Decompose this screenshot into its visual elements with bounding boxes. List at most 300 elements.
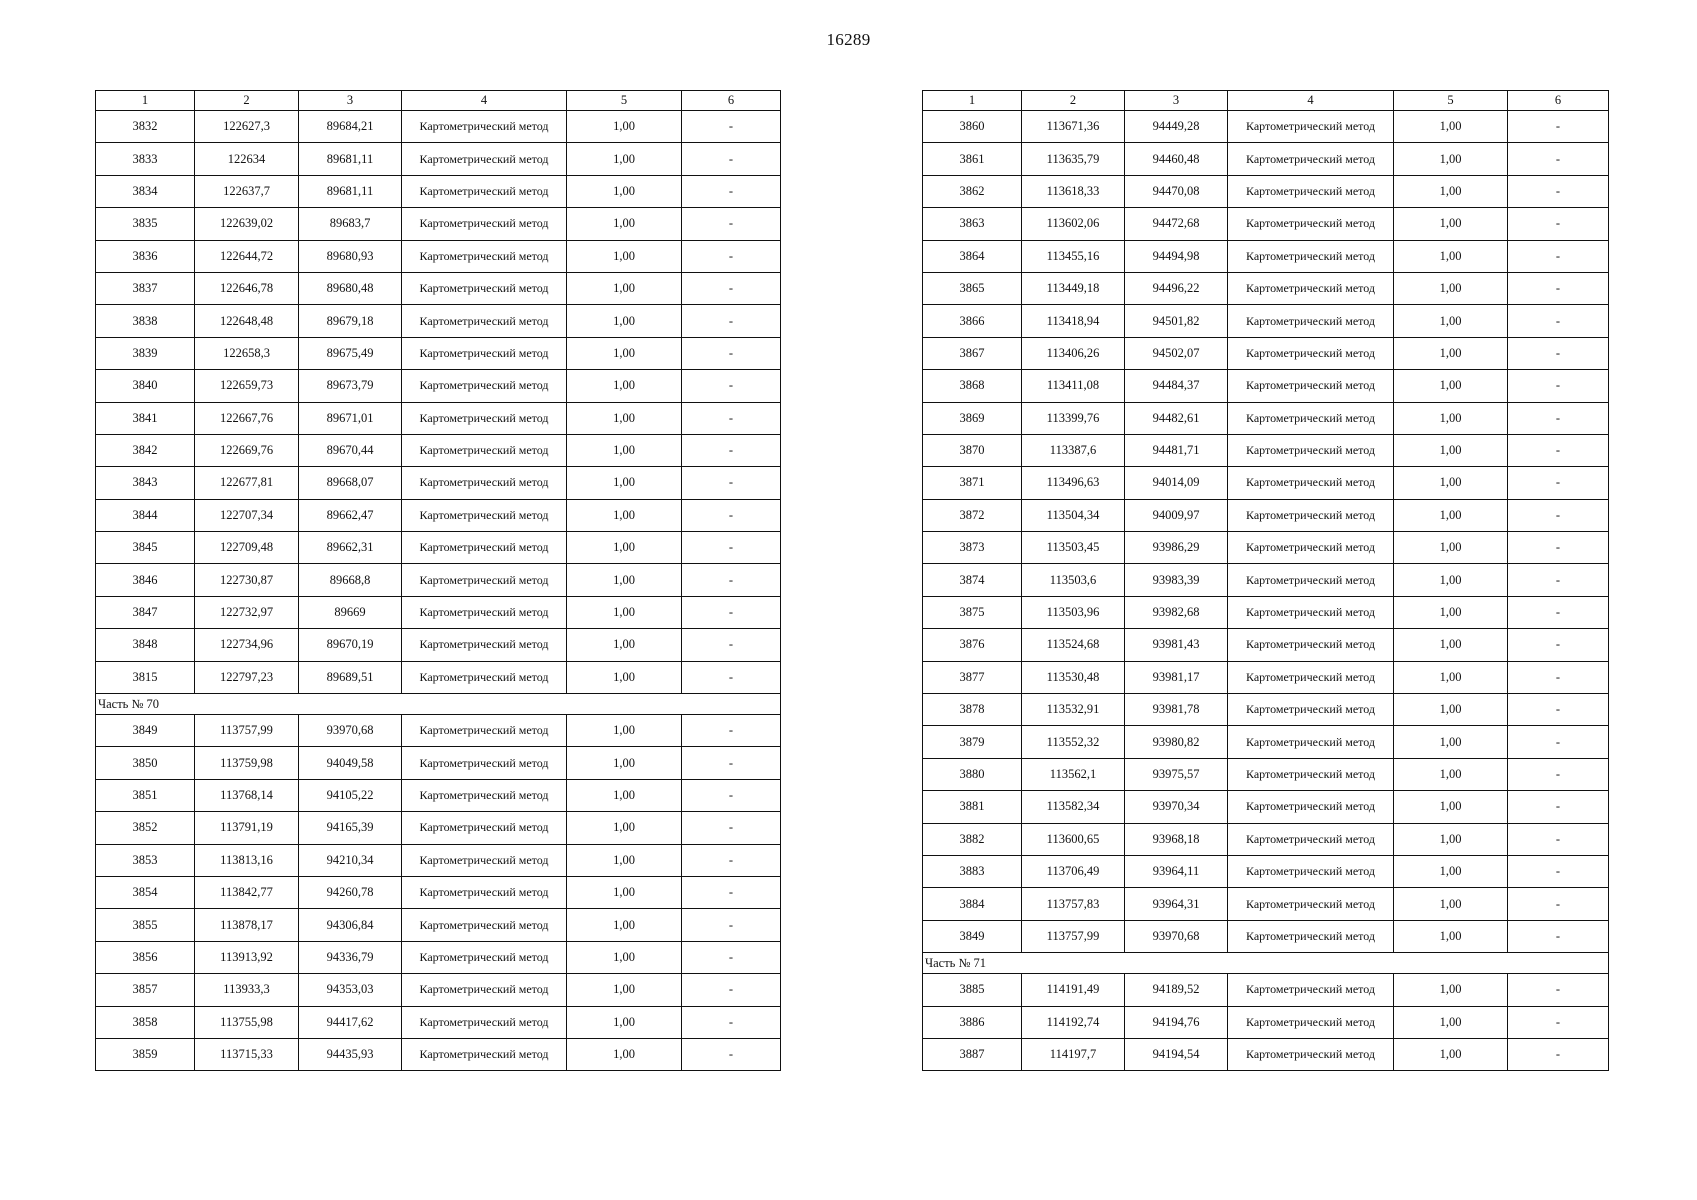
table-row <box>96 661 781 693</box>
description-cell: - <box>682 812 781 844</box>
description-cell: - <box>682 596 781 628</box>
table-row <box>923 1006 1609 1038</box>
method-cell: Картометрический метод <box>1228 823 1394 855</box>
y-coordinate-cell: 94105,22 <box>299 779 402 811</box>
description-cell: - <box>682 434 781 466</box>
point-number-cell: 3849 <box>96 715 195 747</box>
accuracy-cell: 1,00 <box>567 370 682 402</box>
point-number-cell: 3869 <box>923 402 1022 434</box>
accuracy-cell: 1,00 <box>1394 629 1508 661</box>
table-row <box>923 208 1609 240</box>
section-title: Часть № 71 <box>923 953 1609 974</box>
table-row <box>923 920 1609 952</box>
y-coordinate-cell: 89681,11 <box>299 143 402 175</box>
x-coordinate-cell: 122734,96 <box>195 629 299 661</box>
accuracy-cell: 1,00 <box>1394 467 1508 499</box>
point-number-cell: 3852 <box>96 812 195 844</box>
accuracy-cell: 1,00 <box>1394 143 1508 175</box>
description-cell: - <box>1508 855 1609 887</box>
table-row <box>96 844 781 876</box>
table-row <box>923 111 1609 143</box>
x-coordinate-cell: 113562,1 <box>1022 758 1125 790</box>
y-coordinate-cell: 94496,22 <box>1125 272 1228 304</box>
accuracy-cell: 1,00 <box>1394 240 1508 272</box>
point-number-cell: 3865 <box>923 272 1022 304</box>
accuracy-cell: 1,00 <box>567 779 682 811</box>
y-coordinate-cell: 89680,93 <box>299 240 402 272</box>
method-cell: Картометрический метод <box>402 305 567 337</box>
table-row <box>96 747 781 779</box>
description-cell: - <box>682 402 781 434</box>
method-cell: Картометрический метод <box>1228 888 1394 920</box>
y-coordinate-cell: 89670,44 <box>299 434 402 466</box>
table-row <box>96 715 781 747</box>
y-coordinate-cell: 94194,54 <box>1125 1038 1228 1070</box>
x-coordinate-cell: 122646,78 <box>195 272 299 304</box>
y-coordinate-cell: 94482,61 <box>1125 402 1228 434</box>
description-cell: - <box>1508 791 1609 823</box>
accuracy-cell: 1,00 <box>1394 791 1508 823</box>
table-row <box>923 564 1609 596</box>
x-coordinate-cell: 113791,19 <box>195 812 299 844</box>
accuracy-cell: 1,00 <box>567 747 682 779</box>
description-cell: - <box>682 370 781 402</box>
point-number-cell: 3861 <box>923 143 1022 175</box>
accuracy-cell: 1,00 <box>1394 337 1508 369</box>
x-coordinate-cell: 122732,97 <box>195 596 299 628</box>
accuracy-cell: 1,00 <box>567 467 682 499</box>
x-coordinate-cell: 113757,99 <box>195 715 299 747</box>
x-coordinate-cell: 122658,3 <box>195 337 299 369</box>
y-coordinate-cell: 94306,84 <box>299 909 402 941</box>
x-coordinate-cell: 122634 <box>195 143 299 175</box>
x-coordinate-cell: 114191,49 <box>1022 974 1125 1006</box>
y-coordinate-cell: 94460,48 <box>1125 143 1228 175</box>
x-coordinate-cell: 113496,63 <box>1022 467 1125 499</box>
accuracy-cell: 1,00 <box>1394 434 1508 466</box>
table-row <box>923 888 1609 920</box>
description-cell: - <box>1508 370 1609 402</box>
method-cell: Картометрический метод <box>402 434 567 466</box>
table-row <box>96 974 781 1006</box>
y-coordinate-cell: 89670,19 <box>299 629 402 661</box>
accuracy-cell: 1,00 <box>1394 823 1508 855</box>
description-cell: - <box>682 629 781 661</box>
method-cell: Картометрический метод <box>1228 272 1394 304</box>
point-number-cell: 3841 <box>96 402 195 434</box>
method-cell: Картометрический метод <box>1228 208 1394 240</box>
point-number-cell: 3873 <box>923 532 1022 564</box>
accuracy-cell: 1,00 <box>567 208 682 240</box>
y-coordinate-cell: 93982,68 <box>1125 596 1228 628</box>
y-coordinate-cell: 94014,09 <box>1125 467 1228 499</box>
x-coordinate-cell: 113635,79 <box>1022 143 1125 175</box>
y-coordinate-cell: 94502,07 <box>1125 337 1228 369</box>
description-cell: - <box>1508 111 1609 143</box>
point-number-cell: 3857 <box>96 974 195 1006</box>
accuracy-cell: 1,00 <box>567 715 682 747</box>
y-coordinate-cell: 93981,43 <box>1125 629 1228 661</box>
point-number-cell: 3860 <box>923 111 1022 143</box>
method-cell: Картометрический метод <box>402 844 567 876</box>
table-row <box>96 370 781 402</box>
point-number-cell: 3868 <box>923 370 1022 402</box>
method-cell: Картометрический метод <box>1228 175 1394 207</box>
point-number-cell: 3875 <box>923 596 1022 628</box>
y-coordinate-cell: 89673,79 <box>299 370 402 402</box>
x-coordinate-cell: 113768,14 <box>195 779 299 811</box>
description-cell: - <box>682 715 781 747</box>
x-coordinate-cell: 113600,65 <box>1022 823 1125 855</box>
x-coordinate-cell: 113706,49 <box>1022 855 1125 887</box>
y-coordinate-cell: 94481,71 <box>1125 434 1228 466</box>
point-number-cell: 3885 <box>923 974 1022 1006</box>
point-number-cell: 3881 <box>923 791 1022 823</box>
method-cell: Картометрический метод <box>1228 855 1394 887</box>
description-cell: - <box>682 272 781 304</box>
y-coordinate-cell: 94260,78 <box>299 876 402 908</box>
point-number-cell: 3856 <box>96 941 195 973</box>
description-cell: - <box>682 1006 781 1038</box>
method-cell: Картометрический метод <box>402 143 567 175</box>
x-coordinate-cell: 113602,06 <box>1022 208 1125 240</box>
description-cell: - <box>1508 467 1609 499</box>
table-row <box>923 467 1609 499</box>
table-row <box>923 337 1609 369</box>
point-number-cell: 3832 <box>96 111 195 143</box>
method-cell: Картометрический метод <box>402 175 567 207</box>
section-header-row <box>923 953 1609 974</box>
description-cell: - <box>682 175 781 207</box>
x-coordinate-cell: 113449,18 <box>1022 272 1125 304</box>
method-cell: Картометрический метод <box>402 812 567 844</box>
x-coordinate-cell: 122669,76 <box>195 434 299 466</box>
description-cell: - <box>682 499 781 531</box>
description-cell: - <box>682 747 781 779</box>
accuracy-cell: 1,00 <box>1394 272 1508 304</box>
table-row <box>96 467 781 499</box>
table-row <box>923 305 1609 337</box>
method-cell: Картометрический метод <box>402 402 567 434</box>
description-cell: - <box>682 111 781 143</box>
table-row <box>96 779 781 811</box>
column-header: 6 <box>682 91 781 111</box>
description-cell: - <box>1508 434 1609 466</box>
description-cell: - <box>1508 564 1609 596</box>
section-title: Часть № 70 <box>96 694 781 715</box>
accuracy-cell: 1,00 <box>567 844 682 876</box>
description-cell: - <box>682 941 781 973</box>
x-coordinate-cell: 113503,6 <box>1022 564 1125 596</box>
x-coordinate-cell: 122627,3 <box>195 111 299 143</box>
method-cell: Картометрический метод <box>402 596 567 628</box>
description-cell: - <box>1508 823 1609 855</box>
table-row <box>923 434 1609 466</box>
accuracy-cell: 1,00 <box>567 941 682 973</box>
description-cell: - <box>682 143 781 175</box>
point-number-cell: 3859 <box>96 1038 195 1070</box>
y-coordinate-cell: 89679,18 <box>299 305 402 337</box>
description-cell: - <box>1508 240 1609 272</box>
accuracy-cell: 1,00 <box>567 305 682 337</box>
table-row <box>96 499 781 531</box>
accuracy-cell: 1,00 <box>567 111 682 143</box>
x-coordinate-cell: 122677,81 <box>195 467 299 499</box>
y-coordinate-cell: 93964,11 <box>1125 855 1228 887</box>
description-cell: - <box>682 564 781 596</box>
point-number-cell: 3846 <box>96 564 195 596</box>
description-cell: - <box>682 909 781 941</box>
x-coordinate-cell: 122637,7 <box>195 175 299 207</box>
x-coordinate-cell: 113399,76 <box>1022 402 1125 434</box>
table-row <box>96 111 781 143</box>
point-number-cell: 3879 <box>923 726 1022 758</box>
accuracy-cell: 1,00 <box>567 974 682 1006</box>
y-coordinate-cell: 89662,31 <box>299 532 402 564</box>
accuracy-cell: 1,00 <box>567 909 682 941</box>
x-coordinate-cell: 114192,74 <box>1022 1006 1125 1038</box>
accuracy-cell: 1,00 <box>567 596 682 628</box>
method-cell: Картометрический метод <box>1228 111 1394 143</box>
point-number-cell: 3849 <box>923 920 1022 952</box>
table-row <box>923 726 1609 758</box>
table-row <box>923 532 1609 564</box>
y-coordinate-cell: 93981,78 <box>1125 694 1228 726</box>
accuracy-cell: 1,00 <box>1394 532 1508 564</box>
y-coordinate-cell: 94336,79 <box>299 941 402 973</box>
y-coordinate-cell: 94009,97 <box>1125 499 1228 531</box>
x-coordinate-cell: 113552,32 <box>1022 726 1125 758</box>
description-cell: - <box>1508 888 1609 920</box>
point-number-cell: 3887 <box>923 1038 1022 1070</box>
y-coordinate-cell: 93964,31 <box>1125 888 1228 920</box>
description-cell: - <box>682 240 781 272</box>
accuracy-cell: 1,00 <box>1394 726 1508 758</box>
point-number-cell: 3880 <box>923 758 1022 790</box>
description-cell: - <box>682 844 781 876</box>
table-row <box>96 175 781 207</box>
table-row <box>96 240 781 272</box>
accuracy-cell: 1,00 <box>567 1038 682 1070</box>
page-number: 16289 <box>826 30 871 49</box>
table-row <box>923 823 1609 855</box>
coordinates-table-left <box>95 90 781 1071</box>
column-header: 3 <box>299 91 402 111</box>
coordinates-table-right <box>922 90 1609 1071</box>
x-coordinate-cell: 113455,16 <box>1022 240 1125 272</box>
accuracy-cell: 1,00 <box>1394 920 1508 952</box>
x-coordinate-cell: 113618,33 <box>1022 175 1125 207</box>
table-row <box>96 272 781 304</box>
description-cell: - <box>1508 1006 1609 1038</box>
method-cell: Картометрический метод <box>1228 305 1394 337</box>
description-cell: - <box>1508 143 1609 175</box>
accuracy-cell: 1,00 <box>567 402 682 434</box>
method-cell: Картометрический метод <box>1228 564 1394 596</box>
table-body <box>923 111 1609 1071</box>
accuracy-cell: 1,00 <box>567 532 682 564</box>
description-cell: - <box>1508 499 1609 531</box>
y-coordinate-cell: 93970,68 <box>299 715 402 747</box>
table-row <box>96 434 781 466</box>
description-cell: - <box>682 467 781 499</box>
y-coordinate-cell: 94435,93 <box>299 1038 402 1070</box>
point-number-cell: 3842 <box>96 434 195 466</box>
method-cell: Картометрический метод <box>402 1006 567 1038</box>
accuracy-cell: 1,00 <box>567 1006 682 1038</box>
point-number-cell: 3862 <box>923 175 1022 207</box>
column-header: 4 <box>1228 91 1394 111</box>
description-cell: - <box>682 876 781 908</box>
table-header-row <box>96 91 781 111</box>
x-coordinate-cell: 122707,34 <box>195 499 299 531</box>
accuracy-cell: 1,00 <box>1394 855 1508 887</box>
y-coordinate-cell: 94210,34 <box>299 844 402 876</box>
point-number-cell: 3872 <box>923 499 1022 531</box>
y-coordinate-cell: 89681,11 <box>299 175 402 207</box>
point-number-cell: 3867 <box>923 337 1022 369</box>
x-coordinate-cell: 113418,94 <box>1022 305 1125 337</box>
x-coordinate-cell: 113582,34 <box>1022 791 1125 823</box>
table-row <box>923 370 1609 402</box>
table-row <box>923 661 1609 693</box>
accuracy-cell: 1,00 <box>1394 596 1508 628</box>
method-cell: Картометрический метод <box>1228 467 1394 499</box>
accuracy-cell: 1,00 <box>1394 661 1508 693</box>
x-coordinate-cell: 122667,76 <box>195 402 299 434</box>
y-coordinate-cell: 93986,29 <box>1125 532 1228 564</box>
y-coordinate-cell: 89675,49 <box>299 337 402 369</box>
method-cell: Картометрический метод <box>1228 596 1394 628</box>
y-coordinate-cell: 94189,52 <box>1125 974 1228 1006</box>
y-coordinate-cell: 94194,76 <box>1125 1006 1228 1038</box>
description-cell: - <box>682 661 781 693</box>
accuracy-cell: 1,00 <box>567 812 682 844</box>
method-cell: Картометрический метод <box>1228 791 1394 823</box>
table-row <box>923 143 1609 175</box>
method-cell: Картометрический метод <box>1228 758 1394 790</box>
accuracy-cell: 1,00 <box>1394 888 1508 920</box>
table-row <box>923 1038 1609 1070</box>
table-row <box>923 974 1609 1006</box>
x-coordinate-cell: 113757,83 <box>1022 888 1125 920</box>
y-coordinate-cell: 94472,68 <box>1125 208 1228 240</box>
point-number-cell: 3883 <box>923 855 1022 887</box>
accuracy-cell: 1,00 <box>567 661 682 693</box>
y-coordinate-cell: 89683,7 <box>299 208 402 240</box>
table-row <box>923 175 1609 207</box>
method-cell: Картометрический метод <box>1228 434 1394 466</box>
point-number-cell: 3833 <box>96 143 195 175</box>
description-cell: - <box>1508 532 1609 564</box>
x-coordinate-cell: 113387,6 <box>1022 434 1125 466</box>
x-coordinate-cell: 113913,92 <box>195 941 299 973</box>
column-header: 4 <box>402 91 567 111</box>
point-number-cell: 3836 <box>96 240 195 272</box>
y-coordinate-cell: 94165,39 <box>299 812 402 844</box>
table-row <box>96 402 781 434</box>
table-row <box>96 812 781 844</box>
method-cell: Картометрический метод <box>1228 629 1394 661</box>
point-number-cell: 3854 <box>96 876 195 908</box>
table-row <box>923 402 1609 434</box>
column-header: 1 <box>923 91 1022 111</box>
accuracy-cell: 1,00 <box>567 240 682 272</box>
y-coordinate-cell: 89689,51 <box>299 661 402 693</box>
method-cell: Картометрический метод <box>402 370 567 402</box>
point-number-cell: 3851 <box>96 779 195 811</box>
table-row <box>923 694 1609 726</box>
x-coordinate-cell: 113933,3 <box>195 974 299 1006</box>
x-coordinate-cell: 113530,48 <box>1022 661 1125 693</box>
table-row <box>96 941 781 973</box>
method-cell: Картометрический метод <box>1228 726 1394 758</box>
point-number-cell: 3839 <box>96 337 195 369</box>
point-number-cell: 3843 <box>96 467 195 499</box>
table-row <box>96 143 781 175</box>
description-cell: - <box>682 1038 781 1070</box>
x-coordinate-cell: 113532,91 <box>1022 694 1125 726</box>
method-cell: Картометрический метод <box>402 715 567 747</box>
accuracy-cell: 1,00 <box>567 434 682 466</box>
y-coordinate-cell: 94494,98 <box>1125 240 1228 272</box>
method-cell: Картометрический метод <box>402 974 567 1006</box>
accuracy-cell: 1,00 <box>567 564 682 596</box>
x-coordinate-cell: 113813,16 <box>195 844 299 876</box>
description-cell: - <box>1508 974 1609 1006</box>
method-cell: Картометрический метод <box>402 337 567 369</box>
table-row <box>96 596 781 628</box>
accuracy-cell: 1,00 <box>1394 499 1508 531</box>
method-cell: Картометрический метод <box>1228 974 1394 1006</box>
x-coordinate-cell: 122644,72 <box>195 240 299 272</box>
table-row <box>96 532 781 564</box>
table-row <box>923 758 1609 790</box>
method-cell: Картометрический метод <box>402 532 567 564</box>
method-cell: Картометрический метод <box>1228 370 1394 402</box>
point-number-cell: 3840 <box>96 370 195 402</box>
table-row <box>96 337 781 369</box>
method-cell: Картометрический метод <box>402 876 567 908</box>
table-row <box>923 855 1609 887</box>
column-header: 2 <box>195 91 299 111</box>
description-cell: - <box>682 974 781 1006</box>
point-number-cell: 3863 <box>923 208 1022 240</box>
point-number-cell: 3815 <box>96 661 195 693</box>
table-body <box>96 111 781 1071</box>
accuracy-cell: 1,00 <box>1394 1006 1508 1038</box>
point-number-cell: 3837 <box>96 272 195 304</box>
x-coordinate-cell: 122709,48 <box>195 532 299 564</box>
x-coordinate-cell: 122659,73 <box>195 370 299 402</box>
method-cell: Картометрический метод <box>402 779 567 811</box>
y-coordinate-cell: 94501,82 <box>1125 305 1228 337</box>
description-cell: - <box>682 305 781 337</box>
method-cell: Картометрический метод <box>402 467 567 499</box>
y-coordinate-cell: 93970,34 <box>1125 791 1228 823</box>
point-number-cell: 3878 <box>923 694 1022 726</box>
x-coordinate-cell: 113842,77 <box>195 876 299 908</box>
method-cell: Картометрический метод <box>1228 1006 1394 1038</box>
x-coordinate-cell: 113406,26 <box>1022 337 1125 369</box>
y-coordinate-cell: 94353,03 <box>299 974 402 1006</box>
accuracy-cell: 1,00 <box>1394 402 1508 434</box>
accuracy-cell: 1,00 <box>567 876 682 908</box>
description-cell: - <box>1508 920 1609 952</box>
x-coordinate-cell: 113411,08 <box>1022 370 1125 402</box>
y-coordinate-cell: 93983,39 <box>1125 564 1228 596</box>
x-coordinate-cell: 113878,17 <box>195 909 299 941</box>
